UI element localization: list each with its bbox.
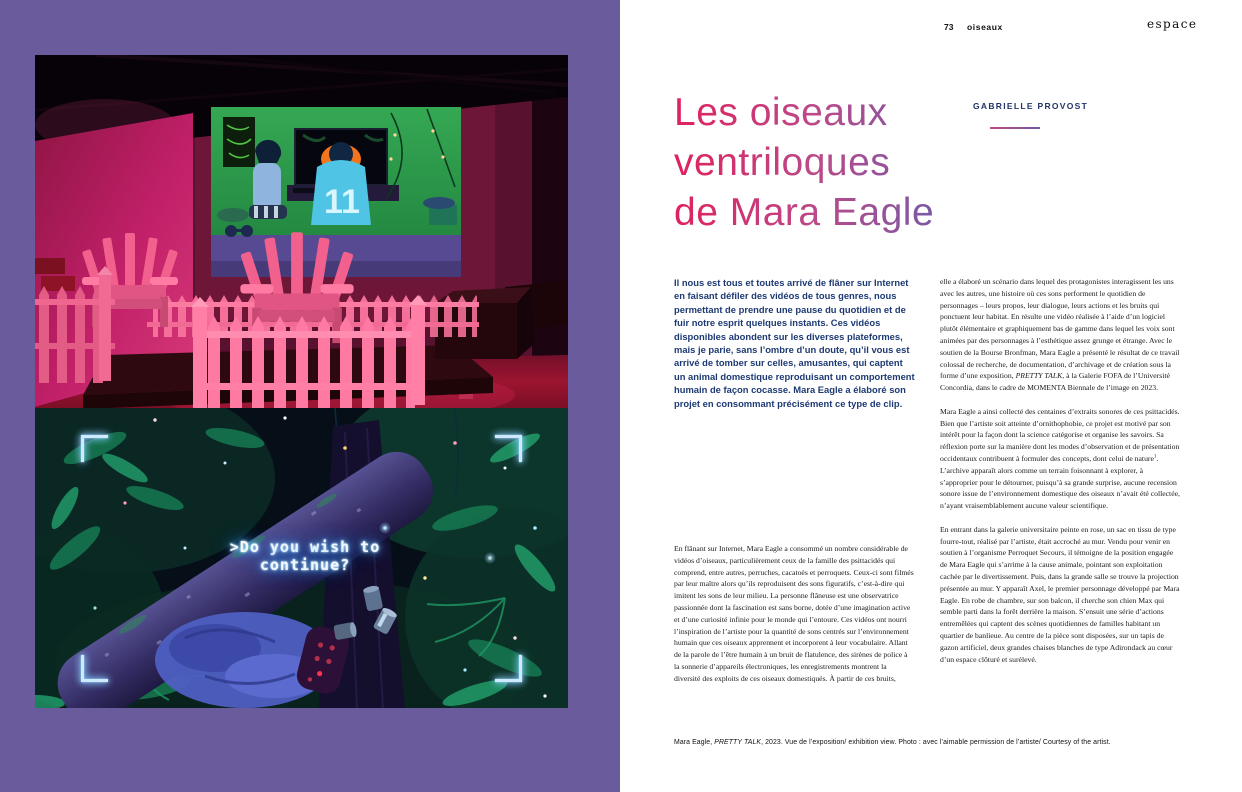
article-lede: Il nous est tous et toutes arrivé de flâner sur Internet en faisant défiler des vidéos de tous genres, nous permettant de prendre une pause du quotidien et de fuir notre esprit quelques instants. Ces vidéos disponibles abondent sur les diverses plateformes, mais je parie, sans l’ombre d’un doute, qu’il vous est arrivé de tomber sur celles, amusantes, qui captent un animal domestique reproduisant un comportement humain de façon cocasse. Mara Eagle a élaboré son projet en consommant précisément ce type de clip. [674,277,915,409]
prompt-line-1: >Do you wish to [229,538,381,556]
prompt-line-2: continue? [259,556,351,574]
p1-text-b: , à la Galerie FOFA de l’Université Concordia, dans le cadre de MOMENTA Biennale de l’image en 2023. [940,371,1170,393]
image-caption [674,739,1194,746]
video-still-photo-bottom [35,408,568,708]
caption-credit: , 2023. Vue de l’exposition/ exhibition view. Photo : avec l’aimable permission de l’artiste/ Courtesy of the artist. [761,739,1111,746]
magazine-logo: espace [1147,17,1198,31]
section-label: oiseaux [967,22,1003,32]
page-number: 73 [944,22,954,32]
picket-fence-left [35,266,115,383]
jersey-number: 11 [324,183,360,221]
viewfinder-bracket-top-right [495,435,522,462]
title-line-3: de Mara Eagle [674,188,934,238]
title-line-2: ventriloques [674,138,934,188]
column2-paragraph-2 [940,406,1180,512]
p2-text-b: . L’archive apparaît alors comme un terrain foisonnant à explorer, à s’approprier pour le détourner, puisqu’à sa grande surprise, aucune recension sonore issue de l’environnement domestique des oiseaux n’avait été collectée, n’ayant vraisemblablement aucune valeur scientifique. [940,453,1180,511]
p1-text-a: elle a élaboré un scénario dans lequel des protagonistes interagissent les uns avec les autres, une histoire où ces sons performent le quotidien de personnages – leurs propos, leur dialogue, leurs actions et les bruits qui ponctuent leur habitat. En résulte une vidéo réalisée à l’aide d’un logiciel plutôt élémentaire et graphiquement bas de gamme dans lequel les voix sont animées par des personnages à l’esthétique assez grunge et étrange. Avec le soutien de la Bourse Bronfman, Mara Eagle a présenté le résultat de ce travail colossal de recherche, de documentation, d’archivage et de création sous la forme d’une exposition, [940,277,1180,381]
column1-paragraph: En flânant sur Internet, Mara Eagle a consommé un nombre considérable de vidéos d’oiseaux, particulièrement ceux de la famille des psittacidés qui comprend, entre autres, perruches, cacatoès et perroquets. Ceux-ci sont filmés par leur maître alors qu’ils reproduisent des sons figuratifs, c’est-à-dire qui imitent les sons de leur milieu. La personne flâneuse est une observatrice passionnée dont la fascination est sans borne, dotée d’une imagination active et d’une curiosité infinie pour le monde qui l’entoure. Ces vidéos ont nourri l’inspiration de l’artiste pour la quantité de sons centrés sur l’environnement humain que ces oiseaux apprennent et incorporent à leur vocabulaire. Allant de la parole de l’être humain à un bruit de flatulence, des sirènes de police à la sonnerie d’appareils électroniques, les enregistrements montrent la diversité des exploits de ces oiseaux domestiqués. À partir de ces bruits, [674,544,914,683]
viewfinder-bracket-top-left [81,435,108,462]
caption-work-title: PRETTY TALK [714,739,762,746]
footnote-marker: 1 [1153,454,1157,460]
projection-screen [211,107,461,277]
body-column-1 [674,543,914,696]
left-page-background [0,0,620,792]
p2-text-a: Mara Eagle a ainsi collecté des centaines d’extraits sonores de ces psittacidés. Bien que l’artiste soit atteinte d’ornithophobie, ce projet est motivé par son intérêt pour la façon dont la science catégorise et organise les savoirs. Sa réflexion porte sur la manière dont les modes d’observation et de présentation occidentaux contribuent à formuler des concepts, dont celui de nature [940,406,1180,463]
author-byline: GABRIELLE PROVOST [973,101,1089,111]
article-title [674,88,934,238]
p1-work-title: PRETTY TALK [1015,371,1063,381]
neon-game-prompt [185,538,425,574]
viewfinder-bracket-bottom-right [495,655,522,682]
author-underline [990,127,1040,129]
title-line-1: Les oiseaux [674,88,934,138]
installation-photo-top [35,55,568,408]
column2-paragraph-3: En entrant dans la galerie universitaire peinte en rose, un sac en tissu de type fourre-tout, réalisé par l’artiste, était accroché au mur. Vendu pour venir en soutien à l’organisme Perroquet Secours, il témoigne de la position engagée de Mara Eagle qui s’arrime à la cause animale, pointant son exploitation cachée par le divertissement. Puis, dans la grande salle se trouve la projection présentée au mur. Y apparaît Axel, le premier personnage développé par Mara Eagle. En robe de chambre, sur son balcon, il cherche son chien Max qui semble parti dans la forêt derrière la maison. S’ensuit une série d’actions entremêlées qui captent des scènes quotidiennes de familles habitant un quartier de banlieue. Au centre de la pièce sont disposées, sur un tapis de gazon artificiel, deux grandes chaises blanches de type Adirondack au cœur d’un espace clôturé et surélevé. [940,524,1180,664]
installation-illustration [35,55,568,408]
caption-artist: Mara Eagle, [674,739,715,746]
viewfinder-bracket-bottom-left [81,655,108,682]
column2-paragraph-1 [940,276,1180,394]
body-column-2 [940,276,1180,677]
